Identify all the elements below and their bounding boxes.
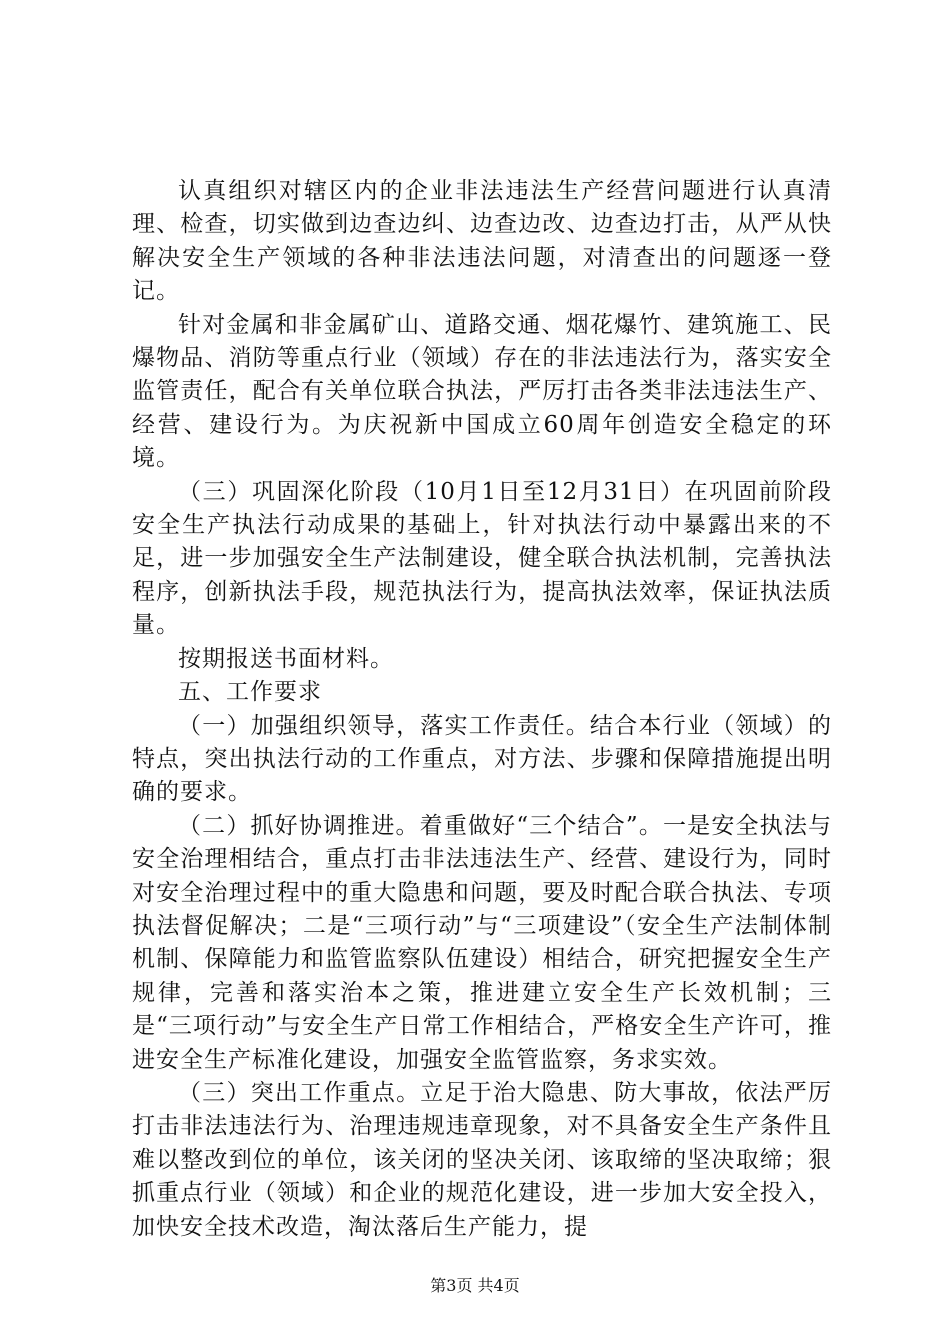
paragraph-2: 针对金属和非金属矿山、道路交通、烟花爆竹、建筑施工、民爆物品、消防等重点行业（领域）存在的非法违法行为，落实安全监管责任，配合有关单位联合执法，严厉打击各类非法违法生产、经营、建设行为。为庆祝新中国成立60周年创造安全稳定的环境。	[132, 311, 832, 472]
document-body	[132, 175, 832, 1244]
section-heading: 五、工作要求	[178, 679, 322, 706]
paragraph-1: 认真组织对辖区内的企业非法违法生产经营问题进行认真清理、检查，切实做到边查边纠、边查边改、边查边打击，从严从快解决安全生产领域的各种非法违法问题，对清查出的问题逐一登记。	[132, 178, 832, 305]
paragraph-3: （三）巩固深化阶段（10月1日至12月31日）在巩固前阶段安全生产执法行动成果的基础上，针对执法行动中暴露出来的不足，进一步加强安全生产法制建设，健全联合执法机制，完善执法程序，创新执法手段，规范执法行为，提高执法效率，保证执法质量。	[132, 478, 832, 639]
paragraph-4: 按期报送书面材料。	[178, 645, 394, 672]
paragraph-7: （二）抓好协调推进。着重做好“三个结合”。一是安全执法与安全治理相结合，重点打击非法违法生产、经营、建设行为，同时对安全治理过程中的重大隐患和问题，要及时配合联合执法、专项执法督促解决；二是“三项行动”与“三项建设”（安全生产法制体制机制、保障能力和监管监察队伍建设）相结合，研究把握安全生产规律，完善和落实治本之策，推进建立安全生产长效机制；三是“三项行动”与安全生产日常工作相结合，严格安全生产许可，推进安全生产标准化建设，加强安全监管监察，务求实效。	[132, 812, 832, 1073]
page-number-footer: 第3页 共4页	[430, 1276, 520, 1295]
paragraph-8: （三）突出工作重点。立足于治大隐患、防大事故，依法严厉打击非法违法行为、治理违规违章现象，对不具备安全生产条件且难以整改到位的单位，该关闭的坚决关闭、该取缔的坚决取缔；狠抓重点行业（领域）和企业的规范化建设，进一步加大安全投入，加快安全技术改造，淘汰落后生产能力，提	[132, 1079, 832, 1240]
paragraph-6: （一）加强组织领导，落实工作责任。结合本行业（领域）的特点，突出执法行动的工作重点，对方法、步骤和保障措施提出明确的要求。	[132, 712, 832, 806]
